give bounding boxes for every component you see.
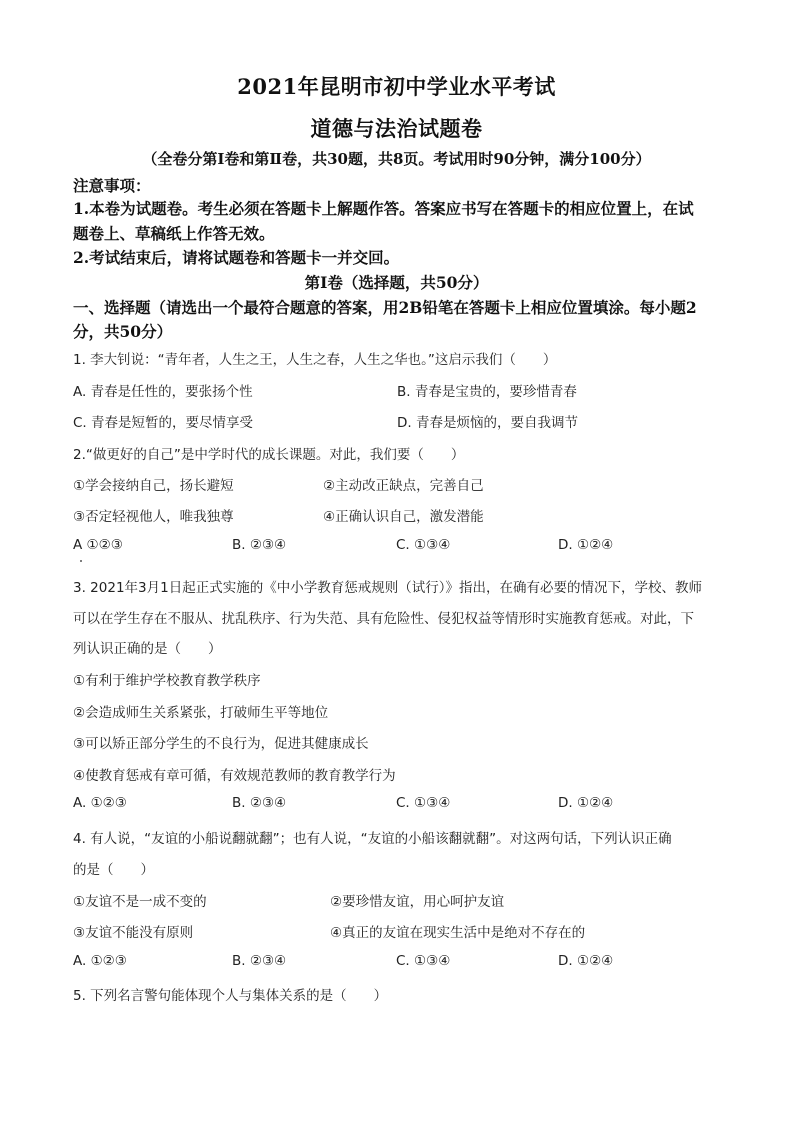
- statement-2: ②会造成师生关系紧张，打破师生平等地位: [73, 705, 329, 721]
- exam-info: （全卷分第Ⅰ卷和第Ⅱ卷，共30题，共8页。考试用时90分钟，满分100分）: [142, 150, 651, 168]
- statement-4: ④真正的友谊在现实生活中是绝对不存在的: [330, 925, 586, 941]
- statement-1: ①学会接纳自己，扬长避短: [73, 478, 234, 494]
- question-stem-line-1: 3. 2021年3月1日起正式实施的《中小学教育惩戒规则（试行）》指出，在确有必要的情况下，学校、教师: [73, 580, 702, 596]
- option-c: C. ①③④: [396, 795, 451, 811]
- option-c: C. ①③④: [396, 953, 451, 969]
- part1-heading: 第Ⅰ卷（选择题，共50分）: [304, 273, 489, 292]
- notice-item-1-line-1: 1.本卷为试题卷。考生必须在答题卡上解题作答。答案应书写在答题卡的相应位置上，在试: [73, 199, 694, 218]
- notice-item-1-line-2: 题卷上、草稿纸上作答无效。: [73, 224, 275, 243]
- option-a: A. ①②③: [73, 795, 127, 811]
- question-stem: 1. 李大钊说：“青年者，人生之王，人生之春，人生之华也。”这启示我们（ ）: [73, 352, 557, 368]
- exam-title: 2021年昆明市初中学业水平考试: [237, 74, 556, 99]
- statement-4: ④正确认识自己，激发潜能: [323, 509, 484, 525]
- statement-2: ②主动改正缺点，完善自己: [323, 478, 484, 494]
- option-d: D. ①②④: [558, 795, 614, 811]
- question-stem-line-3: 列认识正确的是（ ）: [73, 641, 222, 657]
- option-a: A. 青春是任性的，要张扬个性: [73, 384, 253, 400]
- section-instruction-line-2: 分，共50分）: [73, 322, 173, 341]
- option-d: D. ①②④: [558, 953, 614, 969]
- option-b: B. ②③④: [232, 537, 287, 553]
- question-stem: 2.“做更好的自己”是中学时代的成长课题。对此，我们要（ ）: [73, 447, 465, 463]
- option-b: B. 青春是宝贵的，要珍惜青春: [397, 384, 577, 400]
- option-c: C. ①③④: [396, 537, 451, 553]
- option-c: C. 青春是短暂的，要尽情享受: [73, 415, 254, 431]
- notice-heading: 注意事项：: [73, 176, 151, 195]
- statement-4: ④使教育惩戒有章可循，有效规范教师的教育教学行为: [73, 768, 396, 784]
- option-b: B. ②③④: [232, 953, 287, 969]
- statement-1: ①友谊不是一成不变的: [73, 894, 207, 910]
- option-b: B. ②③④: [232, 795, 287, 811]
- option-a: A. ①②③: [73, 953, 127, 969]
- statement-3: ③友谊不能没有原则: [73, 925, 194, 941]
- question-stem-line-2: 可以在学生存在不服从、扰乱秩序、行为失范、具有危险性、侵犯权益等情形时实施教育惩戒。对此，下: [73, 611, 694, 627]
- stray-dot-mark: [80, 560, 82, 562]
- section-instruction-line-1: 一、选择题（请选出一个最符合题意的答案，用2B铅笔在答题卡上相应位置填涂。每小题2: [73, 298, 697, 317]
- statement-2: ②要珍惜友谊，用心呵护友谊: [330, 894, 505, 910]
- option-d: D. ①②④: [558, 537, 614, 553]
- option-a: A ①②③: [73, 537, 123, 553]
- exam-subject-title: 道德与法治试题卷: [310, 116, 483, 141]
- option-d: D. 青春是烦恼的，要自我调节: [397, 415, 578, 431]
- notice-item-2: 2.考试结束后，请将试题卷和答题卡一并交回。: [73, 248, 400, 267]
- statement-3: ③否定轻视他人，唯我独尊: [73, 509, 234, 525]
- statement-3: ③可以矫正部分学生的不良行为，促进其健康成长: [73, 736, 369, 752]
- question-stem: 5. 下列名言警句能体现个人与集体关系的是（ ）: [73, 988, 388, 1004]
- statement-1: ①有利于维护学校教育教学秩序: [73, 673, 261, 689]
- question-stem-line-1: 4. 有人说，“友谊的小船说翻就翻”；也有人说，“友谊的小船该翻就翻”。对这两句话，下列认识正确: [73, 831, 672, 847]
- question-stem-line-2: 的是（ ）: [73, 862, 154, 878]
